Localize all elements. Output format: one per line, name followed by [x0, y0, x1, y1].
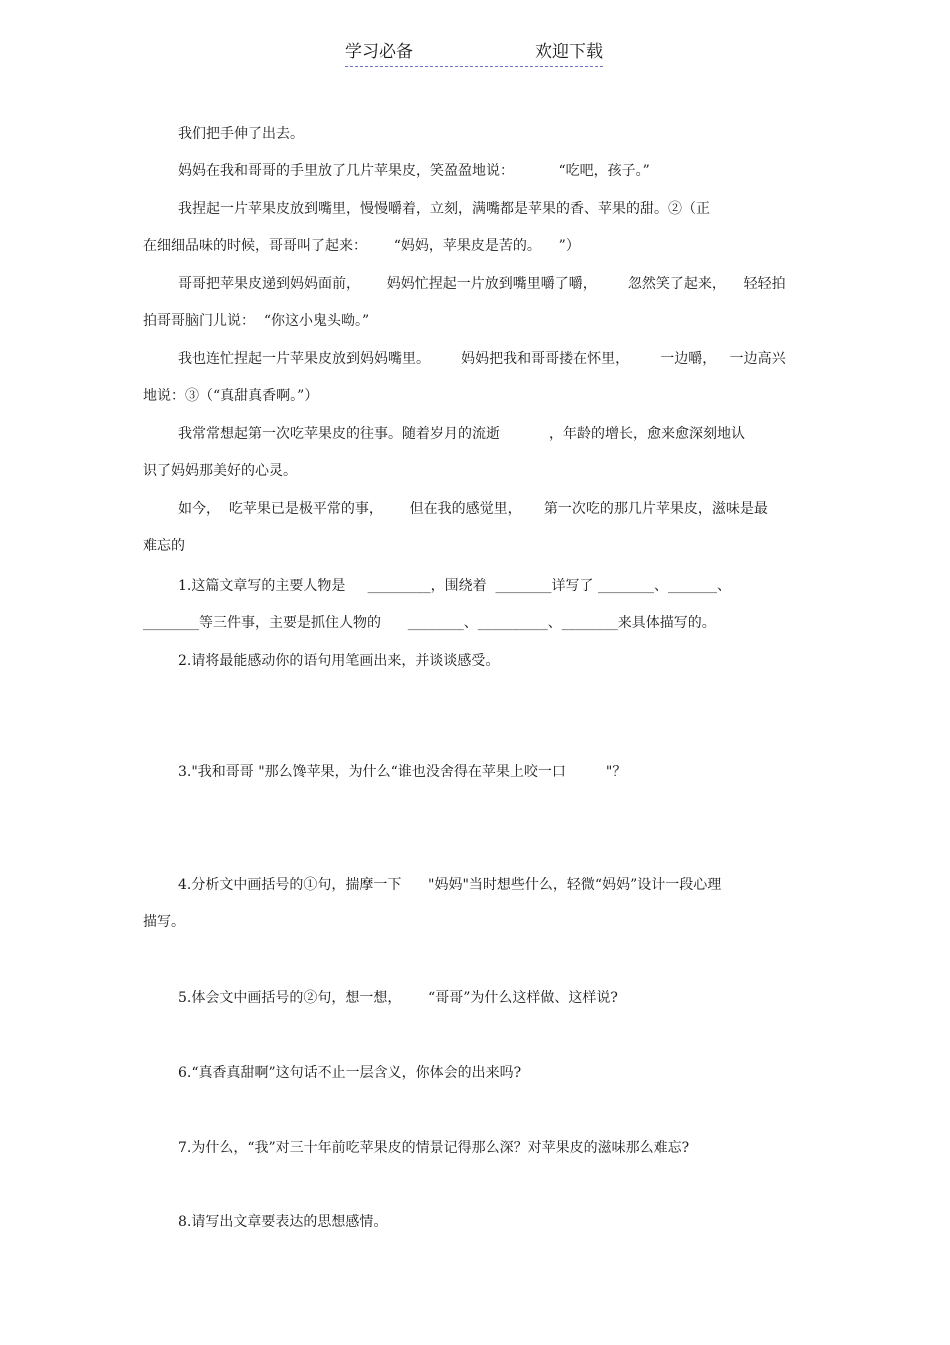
passage-line: 我也连忙捏起一片苹果皮放到妈妈嘴里。 妈妈把我和哥哥搂在怀里， 一边嚼， 一边高兴 — [178, 351, 786, 367]
question-4-line: 描写。 — [143, 914, 185, 930]
question-6: 6.“真香真甜啊”这句话不止一层含义，你体会的出来吗? — [178, 1065, 522, 1081]
passage-line: 我捏起一片苹果皮放到嘴里，慢慢嚼着，立刻，满嘴都是苹果的香、苹果的甜。②（正 — [178, 201, 710, 217]
question-7: 7.为什么，“我”对三十年前吃苹果皮的情景记得那么深？对苹果皮的滋味那么难忘? — [178, 1140, 690, 1156]
question-8: 8.请写出文章要表达的思想感情。 — [178, 1214, 388, 1230]
header-left-text: 学习必备 — [345, 42, 413, 62]
question-3: 3."我和哥哥 "那么馋苹果，为什么“谁也没舍得在苹果上咬一口 "？ — [178, 764, 627, 780]
passage-line: 识了妈妈那美好的心灵。 — [143, 463, 297, 479]
question-1-line: 1.这篇文章写的主要人物是 _________，围绕着 ________详写了 ________、_______、 — [178, 578, 731, 594]
passage-line: 妈妈在我和哥哥的手里放了几片苹果皮，笑盈盈地说： “吃吧，孩子。” — [178, 163, 650, 179]
passage-line: 地说：③（“真甜真香啊。”） — [143, 388, 319, 404]
question-5: 5.体会文中画括号的②句，想一想， “哥哥”为什么这样做、这样说? — [178, 990, 618, 1006]
question-1-line: ________等三件事，主要是抓住人物的 ________、__________、________来具体描写的。 — [143, 615, 716, 631]
header-right-text: 欢迎下载 — [535, 42, 603, 62]
question-2: 2.请将最能感动你的语句用笔画出来，并谈谈感受。 — [178, 653, 500, 669]
passage-line: 如今， 吃苹果已是极平常的事， 但在我的感觉里， 第一次吃的那几片苹果皮，滋味是最 — [178, 501, 768, 517]
passage-line: 哥哥把苹果皮递到妈妈面前， 妈妈忙捏起一片放到嘴里嚼了嚼， 忽然笑了起来， 轻轻拍 — [178, 276, 786, 292]
passage-line: 我们把手伸了出去。 — [178, 126, 304, 142]
passage-line: 拍哥哥脑门儿说： “你这小鬼头呦。” — [143, 313, 370, 329]
passage-line: 难忘的 — [143, 538, 185, 554]
page-header — [345, 40, 603, 67]
passage-line: 在细细品味的时候，哥哥叫了起来： “妈妈，苹果皮是苦的。 ”） — [143, 238, 580, 254]
question-4-line: 4.分析文中画括号的①句，揣摩一下 "妈妈"当时想些什么，轻微“妈妈”设计一段心理 — [178, 877, 722, 893]
passage-line: 我常常想起第一次吃苹果皮的往事。随着岁月的流逝 ，年龄的增长，愈来愈深刻地认 — [178, 426, 745, 442]
